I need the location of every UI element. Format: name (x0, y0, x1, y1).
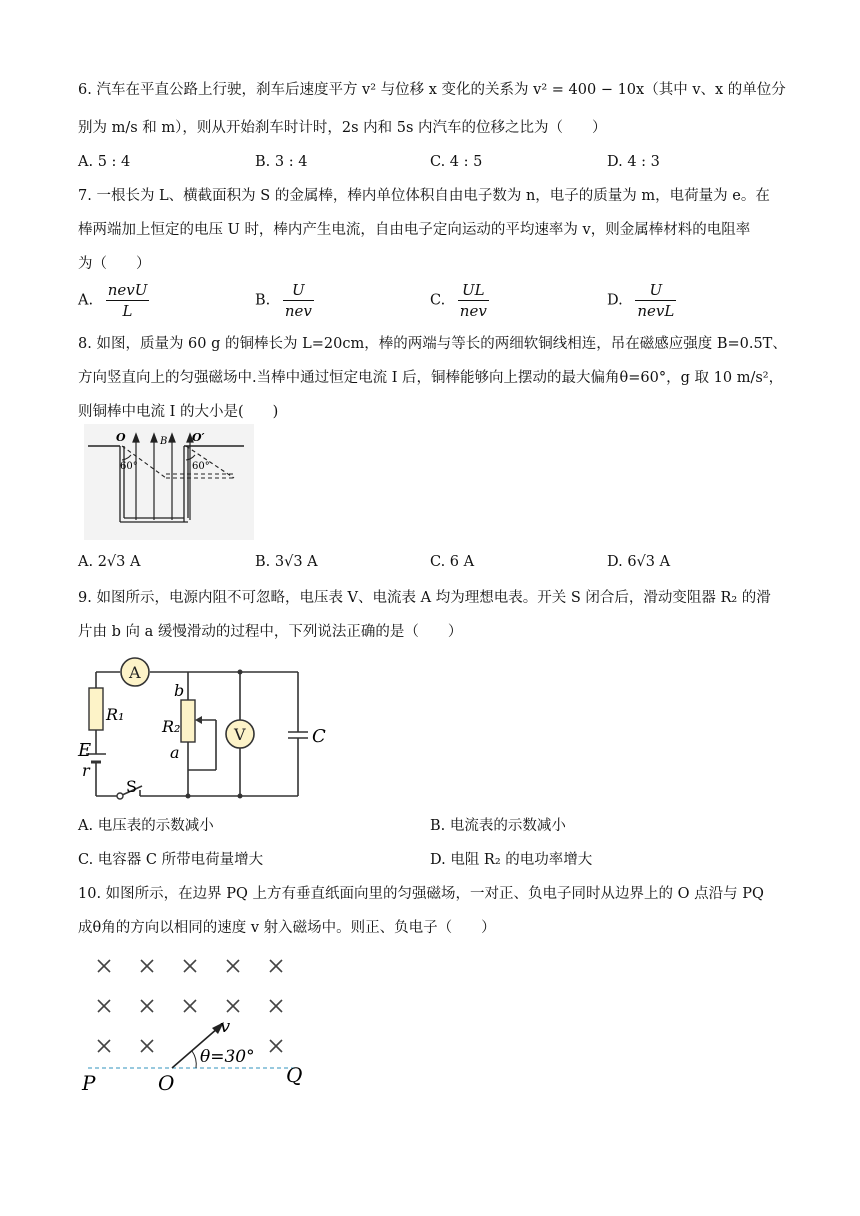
q9-line1: 9. 如图所示，电源内阻不可忽略，电压表 V、电流表 A 均为理想电表。开关 S 闭合后，滑动变阻器 R₂ 的滑 (78, 590, 771, 606)
q8-line2: 方向竖直向上的匀强磁场中.当棒中通过恒定电流 I 后，铜棒能够向上摆动的最大偏角θ=60°，g 取 10 m/s²， (78, 370, 784, 386)
q9-label-s: S (126, 777, 137, 796)
field-cross-icon (270, 1000, 282, 1012)
q9-label-a: a (170, 743, 180, 762)
q8-line1: 8. 如图，质量为 60 g 的铜棒长为 L=20cm，棒的两端与等长的两细软铜线相连，吊在磁感应强度 B=0.5T、 (78, 336, 787, 352)
q10-label-o: O (158, 1071, 175, 1095)
q9-option-d: D. 电阻 R₂ 的电功率增大 (430, 852, 593, 868)
q7-option-a-fraction (106, 280, 150, 321)
q7-option-a (78, 280, 149, 321)
q7-line2: 棒两端加上恒定的电压 U 时，棒内产生电流，自由电子定向运动的平均速率为 v，则金属棒材料的电阻率 (78, 222, 751, 238)
q7-option-c-numerator: UL (458, 280, 489, 301)
q9-label-e: E (78, 740, 92, 761)
q7-option-b-fraction (283, 280, 314, 321)
q9-label-c: C (312, 726, 326, 747)
q9-option-a: A. 电压表的示数减小 (78, 818, 214, 834)
q6-line1: 6. 汽车在平直公路上行驶，刹车后速度平方 v² 与位移 x 变化的关系为 v² = 400 − 10x（其中 v、x 的单位分 (78, 82, 786, 98)
q8-option-d: D. 6√3 A (607, 554, 671, 570)
q7-option-d-fraction (635, 280, 676, 321)
q9-voltmeter-label: V (234, 725, 246, 744)
q10-label-q: Q (286, 1063, 303, 1087)
field-cross-icon (270, 960, 282, 972)
q10-line1: 10. 如图所示，在边界 PQ 上方有垂直纸面向里的匀强磁场，一对正、负电子同时从边界上的 O 点沿与 PQ (78, 886, 764, 902)
q7-option-d (607, 280, 676, 321)
q6-option-c: C. 4 : 5 (430, 154, 483, 170)
field-cross-icon (141, 1040, 153, 1052)
field-cross-icon (270, 1040, 282, 1052)
q7-option-a-numerator: nevU (107, 281, 148, 299)
q6-option-a: A. 5 : 4 (78, 154, 131, 170)
field-cross-icon (227, 1000, 239, 1012)
field-cross-icon (141, 960, 153, 972)
q9-label-b: b (174, 681, 185, 700)
q7-option-a-denominator: L (122, 302, 133, 320)
q8-option-b: B. 3√3 A (255, 554, 318, 570)
q9-line2: 片由 b 向 a 缓慢滑动的过程中，下列说法正确的是（ ） (78, 624, 463, 640)
q10-label-theta: θ=30° (200, 1047, 255, 1067)
q9-option-c: C. 电容器 C 所带电荷量增大 (78, 852, 264, 868)
field-cross-icon (141, 1000, 153, 1012)
q7-option-d-label: D. (607, 292, 623, 309)
q7-option-a-label: A. (78, 292, 94, 309)
field-cross-icon (98, 960, 110, 972)
field-cross-icon (184, 1000, 196, 1012)
q8-label-angle-right: 60° (192, 461, 210, 472)
magnetic-field-crosses (98, 960, 282, 1052)
q7-option-c-fraction (458, 280, 489, 321)
q8-option-a: A. 2√3 A (78, 554, 141, 570)
q9-ammeter-label: A (129, 663, 141, 682)
field-cross-icon (98, 1040, 110, 1052)
q10-label-p: P (82, 1071, 96, 1095)
q7-option-d-numerator: U (635, 280, 676, 301)
q7-option-d-denominator: nevL (637, 302, 675, 320)
q9-circuit-figure (76, 654, 336, 804)
q10-figure (78, 950, 328, 1100)
q8-line3: 则铜棒中电流 I 的大小是( ) (78, 404, 279, 420)
q9-label-r1: R₁ (106, 705, 125, 724)
q7-option-c-label: C. (430, 292, 446, 309)
q9-label-r: r (82, 761, 90, 780)
field-cross-icon (98, 1000, 110, 1012)
field-cross-icon (227, 960, 239, 972)
q6-option-d: D. 4 : 3 (607, 154, 660, 170)
q8-label-o: O (116, 431, 126, 444)
q6-line2: 别为 m/s 和 m），则从开始刹车时计时，2s 内和 5s 内汽车的位移之比为（ ） (78, 120, 607, 136)
q9-option-b: B. 电流表的示数减小 (430, 818, 566, 834)
q7-option-b-numerator: U (283, 280, 314, 301)
q8-label-b: B (160, 436, 168, 447)
q7-option-b-denominator: nev (284, 302, 312, 320)
q7-option-c (430, 280, 489, 321)
q10-label-v: v (220, 1016, 231, 1037)
q8-figure (84, 424, 254, 540)
q7-option-b (255, 280, 314, 321)
q7-option-c-denominator: nev (459, 302, 487, 320)
q7-line1: 7. 一根长为 L、横截面积为 S 的金属棒，棒内单位体积自由电子数为 n，电子的质量为 m，电荷量为 e。在 (78, 188, 770, 204)
q6-option-b: B. 3 : 4 (255, 154, 308, 170)
q8-label-o-prime: O′ (192, 431, 205, 444)
q8-option-c: C. 6 A (430, 554, 475, 570)
q9-label-r2: R₂ (162, 717, 181, 736)
q8-label-angle-left: 60° (120, 461, 138, 472)
q7-option-b-label: B. (255, 292, 271, 309)
field-cross-icon (184, 960, 196, 972)
q10-line2: 成θ角的方向以相同的速度 v 射入磁场中。则正、负电子（ ） (78, 920, 496, 936)
q7-line3: 为（ ） (78, 256, 151, 272)
